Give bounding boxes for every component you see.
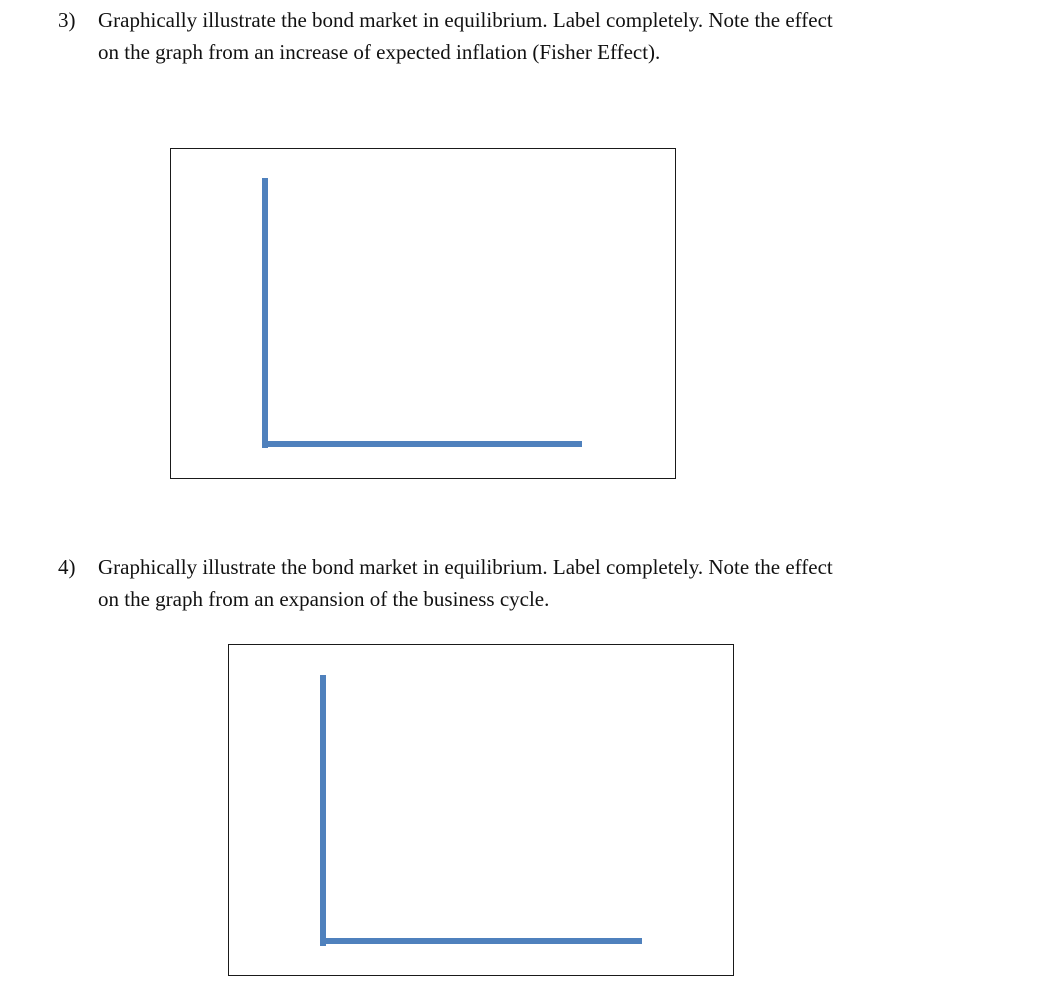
question-line: Graphically illustrate the bond market in equilibrium. Label completely. Note the effect [98, 8, 833, 32]
x-axis-line [262, 441, 582, 447]
y-axis-line [320, 675, 326, 946]
graph-frame-q4 [228, 644, 734, 976]
question-number: 4) [58, 555, 76, 579]
y-axis-line [262, 178, 268, 448]
question-text [98, 551, 998, 615]
question-number: 3) [58, 8, 76, 32]
question-text [98, 4, 998, 68]
question-line: on the graph from an increase of expected inflation (Fisher Effect). [98, 40, 661, 64]
question-line: on the graph from an expansion of the business cycle. [98, 587, 550, 611]
question-line: Graphically illustrate the bond market in equilibrium. Label completely. Note the effect [98, 555, 833, 579]
question-3 [58, 4, 998, 68]
graph-frame-q3 [170, 148, 676, 479]
question-4 [58, 551, 998, 615]
x-axis-line [320, 938, 642, 944]
